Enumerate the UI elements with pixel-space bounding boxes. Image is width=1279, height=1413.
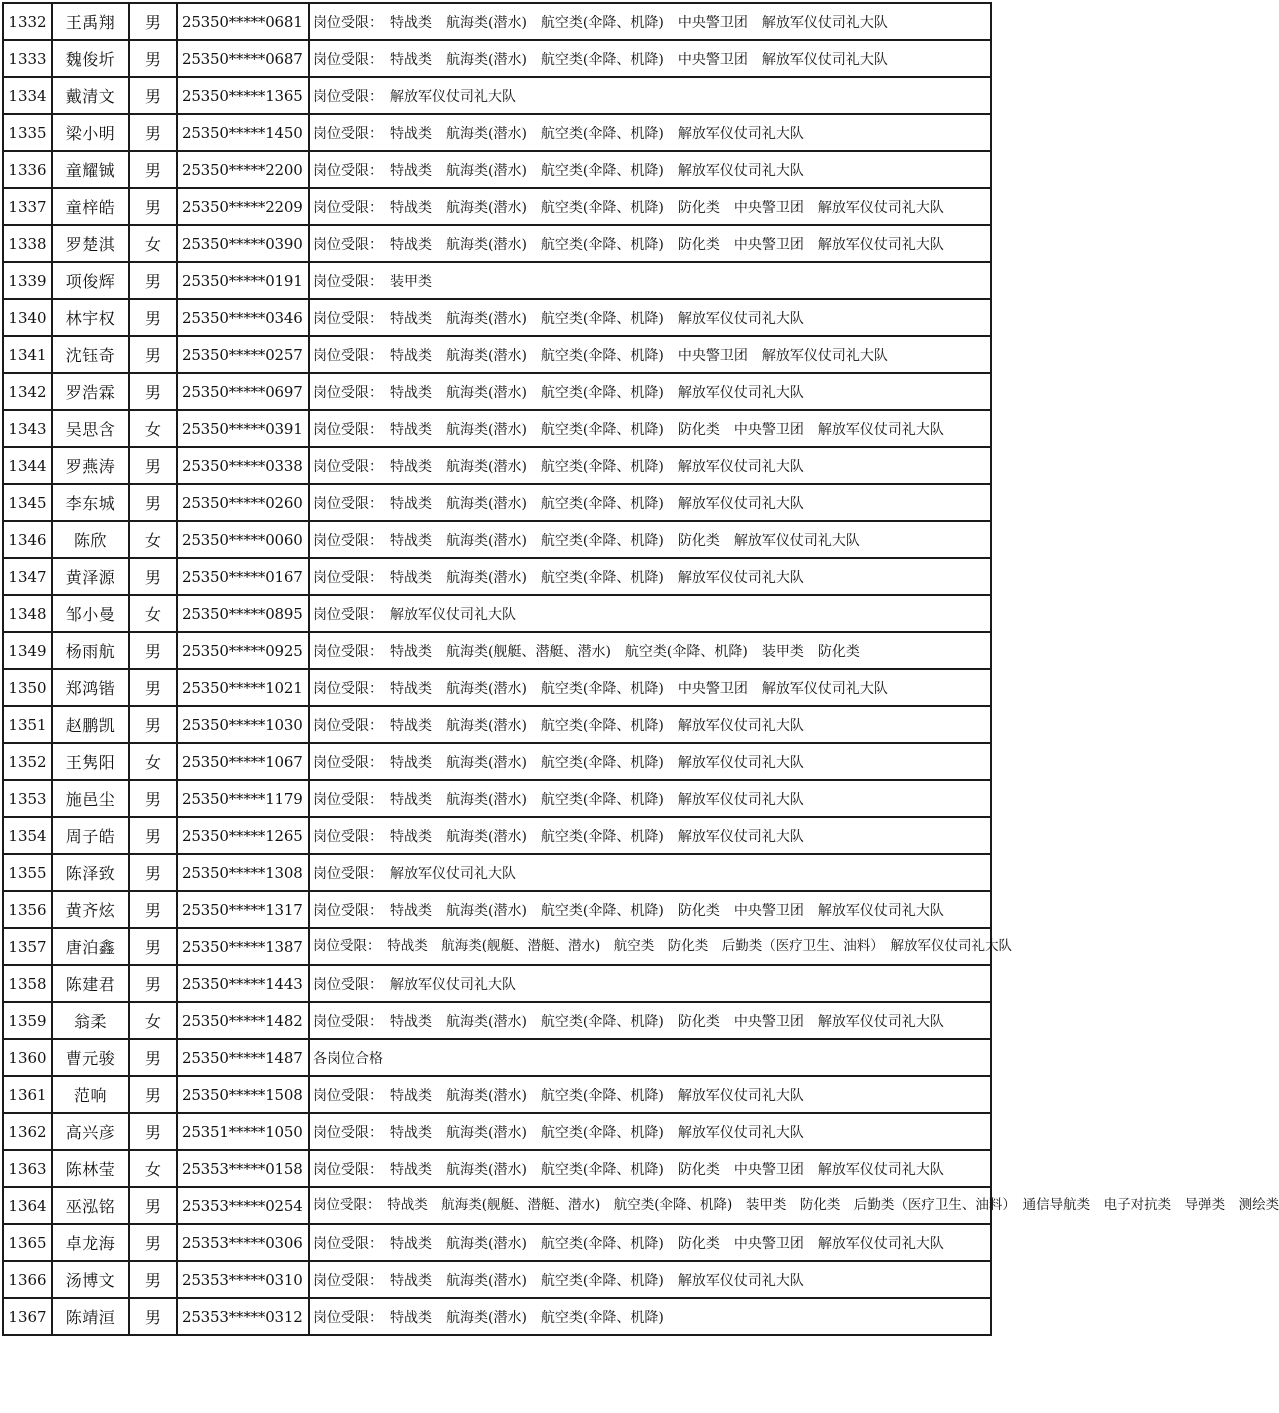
row-number: 1354: [3, 817, 52, 854]
restriction-text: 岗位受限： 特战类 航海类(潜水) 航空类(伞降、机降) 防化类 中央警卫团 解放军仪仗司礼大队: [309, 1224, 991, 1261]
row-number: 1356: [3, 891, 52, 928]
restriction-text: 岗位受限： 特战类 航海类(潜水) 航空类(伞降、机降) 中央警卫团 解放军仪仗司礼大队: [309, 40, 991, 77]
restriction-text: 岗位受限： 特战类 航海类(潜水) 航空类(伞降、机降) 防化类 中央警卫团 解放军仪仗司礼大队: [309, 225, 991, 262]
restriction-text: 岗位受限： 特战类 航海类(潜水) 航空类(伞降、机降) 防化类 中央警卫团 解放军仪仗司礼大队: [309, 891, 991, 928]
row-number: 1360: [3, 1039, 52, 1076]
restriction-text: 岗位受限： 特战类 航海类(潜水) 航空类(伞降、机降) 中央警卫团 解放军仪仗司礼大队: [309, 336, 991, 373]
person-name: 黄泽源: [52, 558, 129, 595]
id-number: 25350*****1308: [177, 854, 309, 891]
id-number: 25350*****0391: [177, 410, 309, 447]
restriction-text: 岗位受限： 特战类 航海类(潜水) 航空类(伞降、机降) 防化类 中央警卫团 解放军仪仗司礼大队: [309, 1150, 991, 1187]
row-number: 1361: [3, 1076, 52, 1113]
id-number: 25350*****1030: [177, 706, 309, 743]
table-row: [3, 151, 991, 188]
restriction-text: 岗位受限： 特战类 航海类(潜水) 航空类(伞降、机降) 防化类 中央警卫团 解放军仪仗司礼大队: [309, 1002, 991, 1039]
gender-cell: 女: [129, 225, 177, 262]
person-name: 唐泊鑫: [52, 928, 129, 965]
restriction-text: 岗位受限： 解放军仪仗司礼大队: [309, 595, 991, 632]
gender-cell: 男: [129, 891, 177, 928]
id-number: 25350*****0338: [177, 447, 309, 484]
restriction-text: 岗位受限： 特战类 航海类(潜水) 航空类(伞降、机降) 解放军仪仗司礼大队: [309, 1076, 991, 1113]
table-row: [3, 1039, 991, 1076]
person-name: 卓龙海: [52, 1224, 129, 1261]
restriction-text: 岗位受限： 特战类 航海类(潜水) 航空类(伞降、机降) 解放军仪仗司礼大队: [309, 558, 991, 595]
person-name: 吴思含: [52, 410, 129, 447]
restriction-text: 岗位受限： 特战类 航海类(潜水) 航空类(伞降、机降) 解放军仪仗司礼大队: [309, 447, 991, 484]
gender-cell: 男: [129, 336, 177, 373]
records-table: [2, 2, 1279, 1336]
id-number: 25350*****2209: [177, 188, 309, 225]
restriction-text: 岗位受限： 特战类 航海类(舰艇、潜艇、潜水) 航空类(伞降、机降) 装甲类 防化类 后勤类（医疗卫生、油料） 通信导航类 电子对抗类 导弹类 测绘类: [309, 1187, 991, 1224]
gender-cell: 女: [129, 595, 177, 632]
table-row: [3, 114, 991, 151]
gender-cell: 男: [129, 1113, 177, 1150]
gender-cell: 女: [129, 1002, 177, 1039]
id-number: 25353*****0310: [177, 1261, 309, 1298]
table-row: [3, 928, 991, 965]
id-number: 25350*****0191: [177, 262, 309, 299]
id-number: 25350*****1021: [177, 669, 309, 706]
id-number: 25350*****0060: [177, 521, 309, 558]
id-number: 25350*****0167: [177, 558, 309, 595]
table-row: [3, 1261, 991, 1298]
gender-cell: 男: [129, 40, 177, 77]
gender-cell: 男: [129, 484, 177, 521]
id-number: 25350*****0260: [177, 484, 309, 521]
person-name: 罗楚淇: [52, 225, 129, 262]
gender-cell: 男: [129, 817, 177, 854]
person-name: 范响: [52, 1076, 129, 1113]
person-name: 高兴彦: [52, 1113, 129, 1150]
id-number: 25350*****1387: [177, 928, 309, 965]
row-number: 1348: [3, 595, 52, 632]
id-number: 25350*****1482: [177, 1002, 309, 1039]
id-number: 25350*****2200: [177, 151, 309, 188]
person-name: 周子皓: [52, 817, 129, 854]
restriction-text: 岗位受限： 装甲类: [309, 262, 991, 299]
gender-cell: 男: [129, 965, 177, 1002]
id-number: 25350*****1365: [177, 77, 309, 114]
records-body: [3, 3, 1279, 1335]
restriction-text: 岗位受限： 特战类 航海类(潜水) 航空类(伞降、机降) 解放军仪仗司礼大队: [309, 373, 991, 410]
restriction-text: 岗位受限： 特战类 航海类(潜水) 航空类(伞降、机降) 解放军仪仗司礼大队: [309, 1113, 991, 1150]
id-number: 25350*****1067: [177, 743, 309, 780]
row-number: 1333: [3, 40, 52, 77]
restriction-text: 岗位受限： 特战类 航海类(潜水) 航空类(伞降、机降) 解放军仪仗司礼大队: [309, 114, 991, 151]
id-number: 25353*****0312: [177, 1298, 309, 1335]
id-number: 25351*****1050: [177, 1113, 309, 1150]
table-row: [3, 373, 991, 410]
gender-cell: 男: [129, 299, 177, 336]
person-name: 赵鹏凯: [52, 706, 129, 743]
gender-cell: 男: [129, 373, 177, 410]
person-name: 陈林莹: [52, 1150, 129, 1187]
row-number: 1365: [3, 1224, 52, 1261]
restriction-text: 岗位受限： 特战类 航海类(潜水) 航空类(伞降、机降) 防化类 中央警卫团 解放军仪仗司礼大队: [309, 188, 991, 225]
table-row: [3, 1150, 991, 1187]
row-number: 1350: [3, 669, 52, 706]
person-name: 巫泓铭: [52, 1187, 129, 1224]
id-number: 25350*****1179: [177, 780, 309, 817]
table-row: [3, 3, 991, 40]
restriction-text: 岗位受限： 特战类 航海类(潜水) 航空类(伞降、机降) 解放军仪仗司礼大队: [309, 780, 991, 817]
id-number: 25350*****0390: [177, 225, 309, 262]
person-name: 翁柔: [52, 1002, 129, 1039]
table-row: [3, 447, 991, 484]
restriction-text: 岗位受限： 特战类 航海类(潜水) 航空类(伞降、机降) 防化类 中央警卫团 解放军仪仗司礼大队: [309, 410, 991, 447]
table-row: [3, 521, 991, 558]
gender-cell: 男: [129, 1187, 177, 1224]
gender-cell: 男: [129, 1261, 177, 1298]
gender-cell: 男: [129, 780, 177, 817]
table-row: [3, 780, 991, 817]
person-name: 王隽阳: [52, 743, 129, 780]
id-number: 25350*****0925: [177, 632, 309, 669]
row-number: 1344: [3, 447, 52, 484]
gender-cell: 男: [129, 1076, 177, 1113]
id-number: 25350*****0257: [177, 336, 309, 373]
row-number: 1345: [3, 484, 52, 521]
person-name: 罗燕涛: [52, 447, 129, 484]
row-number: 1357: [3, 928, 52, 965]
id-number: 25350*****1317: [177, 891, 309, 928]
person-name: 梁小明: [52, 114, 129, 151]
row-number: 1349: [3, 632, 52, 669]
gender-cell: 男: [129, 3, 177, 40]
table-row: [3, 1187, 991, 1224]
row-number: 1336: [3, 151, 52, 188]
id-number: 25350*****0346: [177, 299, 309, 336]
table-row: [3, 817, 991, 854]
table-row: [3, 1113, 991, 1150]
id-number: 25350*****1487: [177, 1039, 309, 1076]
gender-cell: 男: [129, 854, 177, 891]
table-row: [3, 1224, 991, 1261]
person-name: 施邑尘: [52, 780, 129, 817]
table-row: [3, 40, 991, 77]
row-number: 1339: [3, 262, 52, 299]
row-number: 1334: [3, 77, 52, 114]
row-number: 1342: [3, 373, 52, 410]
restriction-text: 岗位受限： 特战类 航海类(潜水) 航空类(伞降、机降) 中央警卫团 解放军仪仗司礼大队: [309, 3, 991, 40]
table-row: [3, 595, 991, 632]
row-number: 1340: [3, 299, 52, 336]
gender-cell: 女: [129, 410, 177, 447]
table-row: [3, 77, 991, 114]
table-row: [3, 410, 991, 447]
restriction-text: 岗位受限： 解放军仪仗司礼大队: [309, 77, 991, 114]
person-name: 项俊辉: [52, 262, 129, 299]
person-name: 沈钰奇: [52, 336, 129, 373]
id-number: 25353*****0254: [177, 1187, 309, 1224]
row-number: 1358: [3, 965, 52, 1002]
row-number: 1347: [3, 558, 52, 595]
table-row: [3, 743, 991, 780]
row-number: 1346: [3, 521, 52, 558]
table-row: [3, 1298, 991, 1335]
restriction-text: 岗位受限： 特战类 航海类(潜水) 航空类(伞降、机降) 解放军仪仗司礼大队: [309, 817, 991, 854]
restriction-text: 岗位受限： 特战类 航海类(潜水) 航空类(伞降、机降): [309, 1298, 991, 1335]
row-number: 1366: [3, 1261, 52, 1298]
table-row: [3, 558, 991, 595]
person-name: 邹小曼: [52, 595, 129, 632]
gender-cell: 男: [129, 928, 177, 965]
restriction-text: 岗位受限： 特战类 航海类(舰艇、潜艇、潜水) 航空类(伞降、机降) 装甲类 防化类: [309, 632, 991, 669]
restriction-text: 岗位受限： 特战类 航海类(潜水) 航空类(伞降、机降) 解放军仪仗司礼大队: [309, 299, 991, 336]
person-name: 汤博文: [52, 1261, 129, 1298]
table-row: [3, 188, 991, 225]
table-row: [3, 262, 991, 299]
table-row: [3, 1076, 991, 1113]
table-row: [3, 891, 991, 928]
person-name: 郑鸿锴: [52, 669, 129, 706]
table-row: [3, 336, 991, 373]
gender-cell: 男: [129, 114, 177, 151]
person-name: 曹元骏: [52, 1039, 129, 1076]
person-name: 童耀铖: [52, 151, 129, 188]
row-number: 1362: [3, 1113, 52, 1150]
id-number: 25350*****1443: [177, 965, 309, 1002]
person-name: 黄齐炫: [52, 891, 129, 928]
restriction-text: 岗位受限： 特战类 航海类(潜水) 航空类(伞降、机降) 防化类 解放军仪仗司礼大队: [309, 521, 991, 558]
person-name: 魏俊圻: [52, 40, 129, 77]
row-number: 1355: [3, 854, 52, 891]
gender-cell: 男: [129, 447, 177, 484]
person-name: 王禹翔: [52, 3, 129, 40]
row-number: 1332: [3, 3, 52, 40]
gender-cell: 女: [129, 521, 177, 558]
table-row: [3, 854, 991, 891]
table-row: [3, 965, 991, 1002]
table-row: [3, 299, 991, 336]
person-name: 林宇权: [52, 299, 129, 336]
id-number: 25350*****1265: [177, 817, 309, 854]
person-name: 陈建君: [52, 965, 129, 1002]
id-number: 25350*****0895: [177, 595, 309, 632]
person-name: 童梓皓: [52, 188, 129, 225]
person-name: 陈欣: [52, 521, 129, 558]
row-number: 1335: [3, 114, 52, 151]
gender-cell: 男: [129, 1039, 177, 1076]
gender-cell: 男: [129, 77, 177, 114]
row-number: 1338: [3, 225, 52, 262]
row-number: 1367: [3, 1298, 52, 1335]
person-name: 戴清文: [52, 77, 129, 114]
person-name: 罗浩霖: [52, 373, 129, 410]
gender-cell: 女: [129, 743, 177, 780]
restriction-text: 岗位受限： 特战类 航海类(潜水) 航空类(伞降、机降) 解放军仪仗司礼大队: [309, 1261, 991, 1298]
id-number: 25350*****1508: [177, 1076, 309, 1113]
row-number: 1359: [3, 1002, 52, 1039]
id-number: 25350*****0697: [177, 373, 309, 410]
restriction-text: 岗位受限： 解放军仪仗司礼大队: [309, 965, 991, 1002]
gender-cell: 女: [129, 1150, 177, 1187]
id-number: 25353*****0158: [177, 1150, 309, 1187]
restriction-text: 岗位受限： 特战类 航海类(舰艇、潜艇、潜水) 航空类 防化类 后勤类（医疗卫生、油料） 解放军仪仗司礼大队: [309, 928, 991, 965]
restriction-text: 各岗位合格: [309, 1039, 991, 1076]
row-number: 1364: [3, 1187, 52, 1224]
id-number: 25353*****0306: [177, 1224, 309, 1261]
gender-cell: 男: [129, 1298, 177, 1335]
restriction-text: 岗位受限： 特战类 航海类(潜水) 航空类(伞降、机降) 解放军仪仗司礼大队: [309, 706, 991, 743]
id-number: 25350*****1450: [177, 114, 309, 151]
person-name: 李东城: [52, 484, 129, 521]
restriction-text: 岗位受限： 解放军仪仗司礼大队: [309, 854, 991, 891]
table-row: [3, 225, 991, 262]
gender-cell: 男: [129, 1224, 177, 1261]
id-number: 25350*****0681: [177, 3, 309, 40]
gender-cell: 男: [129, 558, 177, 595]
table-row: [3, 669, 991, 706]
table-row: [3, 1002, 991, 1039]
person-name: 杨雨航: [52, 632, 129, 669]
gender-cell: 男: [129, 632, 177, 669]
restriction-text: 岗位受限： 特战类 航海类(潜水) 航空类(伞降、机降) 解放军仪仗司礼大队: [309, 484, 991, 521]
restriction-text: 岗位受限： 特战类 航海类(潜水) 航空类(伞降、机降) 解放军仪仗司礼大队: [309, 151, 991, 188]
restriction-text: 岗位受限： 特战类 航海类(潜水) 航空类(伞降、机降) 中央警卫团 解放军仪仗司礼大队: [309, 669, 991, 706]
row-number: 1353: [3, 780, 52, 817]
table-row: [3, 706, 991, 743]
gender-cell: 男: [129, 188, 177, 225]
table-row: [3, 484, 991, 521]
gender-cell: 男: [129, 262, 177, 299]
person-name: 陈泽致: [52, 854, 129, 891]
gender-cell: 男: [129, 706, 177, 743]
gender-cell: 男: [129, 151, 177, 188]
person-name: 陈靖洹: [52, 1298, 129, 1335]
row-number: 1352: [3, 743, 52, 780]
row-number: 1351: [3, 706, 52, 743]
table-row: [3, 632, 991, 669]
row-number: 1341: [3, 336, 52, 373]
id-number: 25350*****0687: [177, 40, 309, 77]
gender-cell: 男: [129, 669, 177, 706]
restriction-text: 岗位受限： 特战类 航海类(潜水) 航空类(伞降、机降) 解放军仪仗司礼大队: [309, 743, 991, 780]
row-number: 1343: [3, 410, 52, 447]
row-number: 1363: [3, 1150, 52, 1187]
row-number: 1337: [3, 188, 52, 225]
